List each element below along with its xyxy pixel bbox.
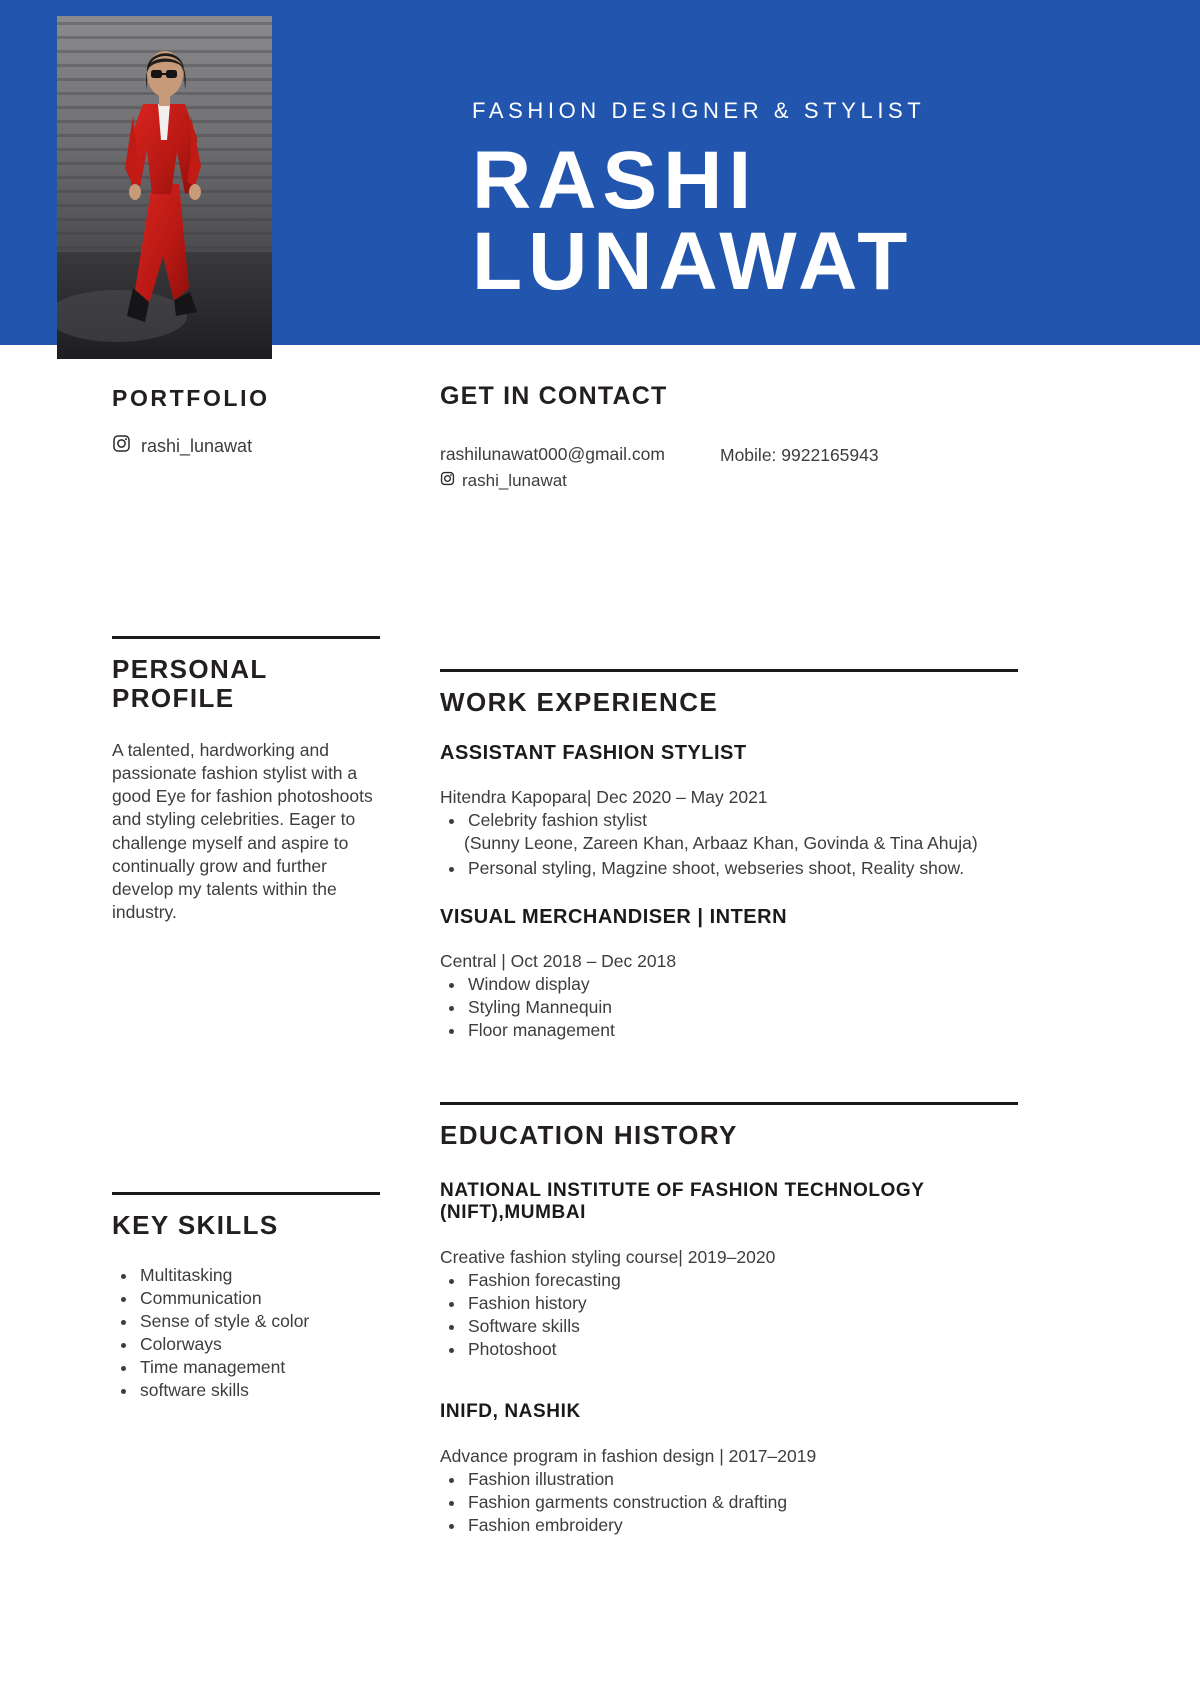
personal-profile-title: PERSONAL PROFILE — [112, 654, 268, 713]
contact-section — [440, 382, 1018, 491]
list-item: • Communication — [138, 1287, 380, 1310]
contact-title: GET IN CONTACT — [440, 382, 668, 410]
contact-instagram-handle: rashi_lunawat — [462, 470, 567, 490]
list-item: • Sense of style & color — [138, 1310, 380, 1333]
profile-photo-image — [57, 16, 272, 359]
right-column — [440, 382, 1018, 1538]
profile-photo — [57, 16, 272, 359]
list-item: • Time management — [138, 1356, 380, 1379]
instagram-icon — [112, 434, 131, 458]
education-meta: Creative fashion styling course| 2019–2020 — [440, 1247, 776, 1268]
portfolio-instagram-handle: rashi_lunawat — [141, 435, 253, 456]
education-meta: Advance program in fashion design | 2017–2019 — [440, 1446, 817, 1467]
list-item: • Photoshoot — [466, 1338, 1018, 1361]
contact-mobile: Mobile: 9922165943 — [720, 445, 879, 465]
list-item: • Fashion embroidery — [466, 1514, 1018, 1537]
education-entry — [440, 1180, 1018, 1362]
list-item: • Fashion forecasting — [466, 1269, 1018, 1292]
contact-details — [440, 443, 1018, 491]
education-history-title: EDUCATION HISTORY — [440, 1119, 738, 1150]
education-bullets — [440, 1468, 1018, 1537]
key-skills-divider — [112, 1192, 380, 1195]
list-item: • Fashion history — [466, 1292, 1018, 1315]
work-experience-divider — [440, 669, 1018, 672]
education-history-divider — [440, 1102, 1018, 1105]
education-history-section — [440, 1102, 1018, 1538]
list-item: • Fashion illustration — [466, 1468, 1018, 1491]
contact-email[interactable]: rashilunawat000@gmail.com — [440, 444, 665, 464]
job-meta: Hitendra Kapopara| Dec 2020 – May 2021 — [440, 787, 768, 808]
first-name: RASHI — [472, 135, 758, 226]
personal-profile-text: A talented, hardworking and passionate fashion stylist with a good Eye for fashion photoshoots and styling celebrities. Eager to challenge myself and aspire to continually grow and further develop my talents within the industry. — [112, 740, 373, 922]
job-title: ASSISTANT FASHION STYLIST — [440, 742, 747, 765]
job-bullets — [440, 973, 1018, 1042]
job-entry — [440, 742, 1018, 879]
work-experience-title: WORK EXPERIENCE — [440, 686, 719, 717]
list-item: • software skills — [138, 1379, 380, 1402]
list-item: • Personal styling, Magzine shoot, webseries shoot, Reality show. — [466, 857, 1018, 880]
key-skills-list — [112, 1264, 380, 1403]
portfolio-title: PORTFOLIO — [112, 385, 270, 411]
job-bullets-continued — [440, 857, 1018, 880]
contact-instagram-link[interactable] — [440, 471, 720, 491]
job-bullets — [440, 809, 1018, 832]
list-item: • Colorways — [138, 1333, 380, 1356]
education-school: INIFD, NASHIK — [440, 1401, 581, 1423]
education-entry — [440, 1401, 1018, 1537]
personal-profile-section — [112, 636, 380, 924]
job-meta: Central | Oct 2018 – Dec 2018 — [440, 950, 677, 971]
job-title: VISUAL MERCHANDISER | INTERN — [440, 905, 788, 928]
portfolio-instagram-link[interactable] — [112, 434, 380, 458]
header-text-group — [472, 98, 1172, 308]
personal-profile-divider — [112, 636, 380, 639]
key-skills-title: KEY SKILLS — [112, 1209, 279, 1240]
contact-email-group — [440, 443, 720, 491]
key-skills-section — [112, 1192, 380, 1402]
list-item: • Celebrity fashion stylist — [466, 809, 1018, 832]
list-item: • Multitasking — [138, 1264, 380, 1287]
left-column — [112, 385, 380, 1402]
page-title — [472, 135, 1172, 308]
contact-mobile-group — [720, 443, 879, 467]
list-item: • Software skills — [466, 1315, 1018, 1338]
portfolio-section — [112, 385, 380, 458]
instagram-icon — [440, 471, 455, 491]
education-bullets — [440, 1269, 1018, 1361]
list-item: • Styling Mannequin — [466, 996, 1018, 1019]
job-sub-line: (Sunny Leone, Zareen Khan, Arbaaz Khan, Govinda & Tina Ahuja) — [464, 833, 978, 854]
last-name: LUNAWAT — [472, 216, 914, 308]
list-item: • Floor management — [466, 1019, 1018, 1042]
list-item: • Window display — [466, 973, 1018, 996]
header-role: FASHION DESIGNER & STYLIST — [472, 98, 926, 123]
education-school: NATIONAL INSTITUTE OF FASHION TECHNOLOGY (NIFT),MUMBAI — [440, 1179, 925, 1224]
job-entry — [440, 906, 1018, 1042]
work-experience-section — [440, 669, 1018, 1042]
list-item: • Fashion garments construction & drafting — [466, 1491, 1018, 1514]
